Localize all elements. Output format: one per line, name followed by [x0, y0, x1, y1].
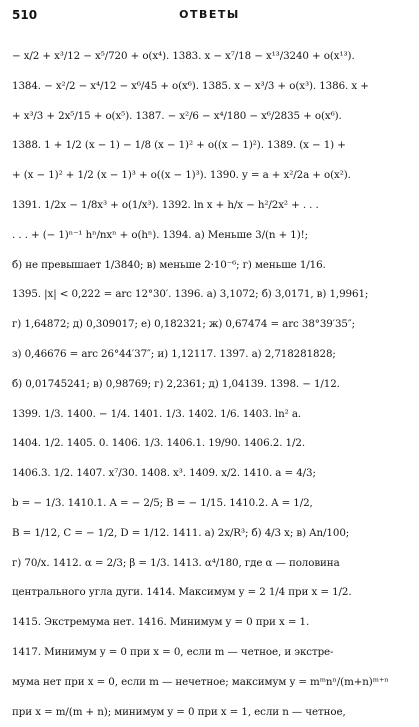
text-line-9: 1395. |x| < 0,222 = arc 12°30′. 1396. а) 3,1072; б) 3,0171, в) 1,9961; — [12, 288, 369, 301]
text-line-6: 1391. 1/2x − 1/8x³ + o(1/x³). 1392. ln x + h/x − h²/2x² + . . . — [12, 198, 319, 211]
text-line-19: центрального угла дуги. 1414. Максимум y = 2 1/4 при x = 1/2. — [12, 586, 352, 599]
text-line-18: г) 70/x. 1412. α = 2/3; β = 1/3. 1413. α⁴/180, где α — половина — [12, 556, 340, 569]
text-line-7: . . . + (− 1)ⁿ⁻¹ hⁿ/nxⁿ + o(hⁿ). 1394. а) Меньше 3/(n + 1)!; — [12, 228, 309, 241]
text-line-11: з) 0,46676 = arc 26°44′37″; и) 1,12117. 1397. а) 2,718281828; — [12, 347, 336, 360]
text-line-14: 1404. 1/2. 1405. 0. 1406. 1/3. 1406.1. 19/90. 1406.2. 1/2. — [12, 437, 306, 450]
text-line-10: г) 1,64872; д) 0,309017; е) 0,182321; ж) 0,67474 = arc 38°39′35″; — [12, 318, 355, 331]
answers-text — [12, 42, 408, 727]
page-header — [12, 8, 407, 28]
text-line-15: 1406.3. 1/2. 1407. x⁷/30. 1408. x³. 1409. x/2. 1410. a = 4/3; — [12, 467, 316, 480]
text-line-2: 1384. − x²/2 − x⁴/12 − x⁶/45 + o(x⁶). 1385. x − x³/3 + o(x³). 1386. x + — [12, 79, 369, 92]
text-line-16: b = − 1/3. 1410.1. A = − 2/5; B = − 1/15. 1410.2. A = 1/2, — [12, 496, 313, 509]
page-number: 510 — [12, 8, 38, 22]
text-line-4: 1388. 1 + 1/2 (x − 1) − 1/8 (x − 1)² + o((x − 1)²). 1389. (x − 1) + — [12, 139, 346, 152]
text-line-22: мума нет при x = 0, если m — нечетное; максимум y = mᵐnⁿ/(m+n)ᵐ⁺ⁿ — [12, 675, 389, 688]
running-title: ОТВЕТЫ — [179, 8, 240, 21]
text-line-17: B = 1/12, C = − 1/2, D = 1/12. 1411. а) 2x/R³; б) 4/3 x; в) An/100; — [12, 526, 350, 539]
text-line-1: − x/2 + x³/12 − x⁵/720 + o(x⁴). 1383. x − x⁷/18 − x¹³/3240 + o(x¹³). — [12, 50, 355, 62]
text-line-23: при x = m/(m + n); минимум y = 0 при x = 1, если n — четное, — [12, 705, 346, 718]
text-line-20: 1415. Экстремума нет. 1416. Минимум y = 0 при x = 1. — [12, 616, 310, 629]
text-line-13: 1399. 1/3. 1400. − 1/4. 1401. 1/3. 1402. 1/6. 1403. ln² a. — [12, 407, 302, 420]
text-line-12: б) 0,01745241; в) 0,98769; г) 2,2361; д) 1,04139. 1398. − 1/12. — [12, 377, 340, 390]
text-line-5: + (x − 1)² + 1/2 (x − 1)³ + o((x − 1)³). 1390. y = a + x²/2a + o(x²). — [12, 169, 351, 182]
text-line-8: б) не превышает 1/3840; в) меньше 2·10⁻⁶; г) меньше 1/16. — [12, 258, 326, 271]
text-line-3: + x³/3 + 2x⁵/15 + o(x⁵). 1387. − x²/6 − x⁴/180 − x⁶/2835 + o(x⁶). — [12, 109, 342, 122]
text-line-21: 1417. Минимум y = 0 при x = 0, если m — четное, и экстре- — [12, 645, 334, 658]
